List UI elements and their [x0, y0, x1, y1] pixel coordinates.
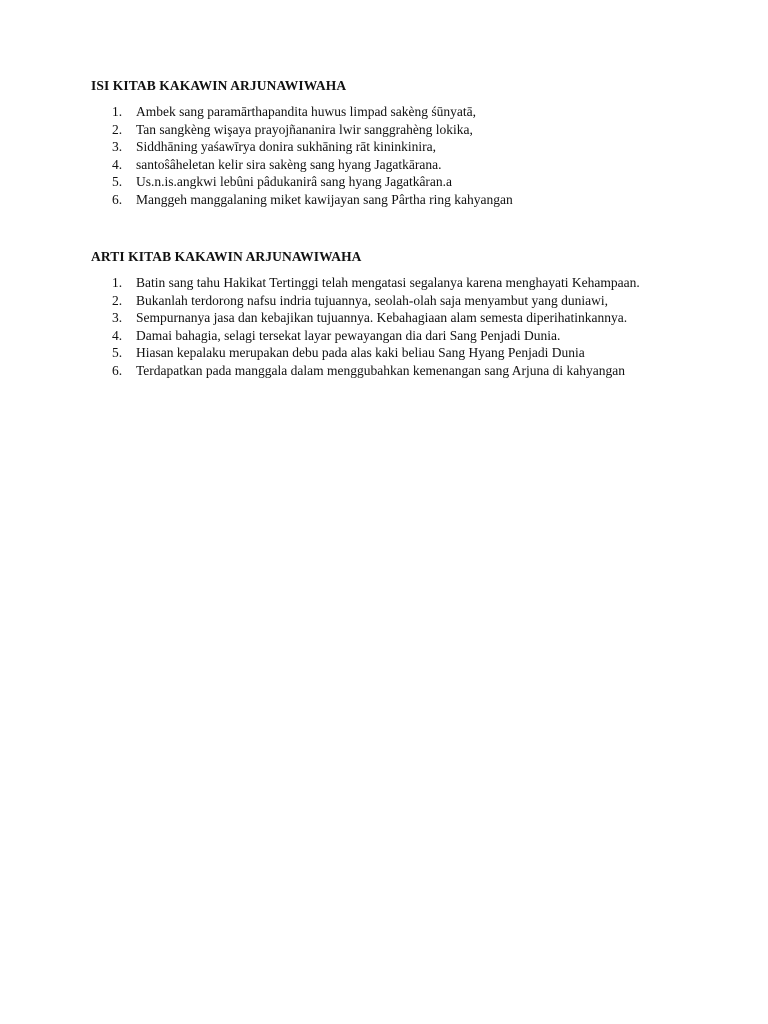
- list-text: santoŝâheletan kelir sira sakèng sang hyang Jagatkārana.: [136, 156, 442, 172]
- list-number: 4.: [112, 156, 123, 172]
- list-item: [91, 362, 677, 380]
- list-item: [91, 344, 677, 362]
- verse-list: [91, 103, 677, 208]
- section-isi: [91, 77, 677, 208]
- list-text: Terdapatkan pada manggala dalam menggubahkan kemenangan sang Arjuna di kahyangan: [136, 362, 625, 378]
- list-item: [91, 274, 677, 292]
- list-item: [91, 156, 677, 174]
- list-number: 2.: [112, 121, 123, 137]
- list-text: Hiasan kepalaku merupakan debu pada alas kaki beliau Sang Hyang Penjadi Dunia: [136, 345, 585, 360]
- list-item: [91, 121, 677, 139]
- list-number: 6.: [112, 191, 123, 207]
- section-heading-arti: ARTI KITAB KAKAWIN ARJUNAWIWAHA: [91, 249, 362, 264]
- list-item: [91, 309, 677, 327]
- list-item: [91, 173, 677, 191]
- list-text: Siddhāning yaśawīrya donira sukhāning rāt kininkinira,: [136, 139, 436, 154]
- list-number: 5.: [112, 345, 123, 360]
- list-text: Bukanlah terdorong nafsu indria tujuannya, seolah-olah saja menyambut yang duniawi,: [136, 292, 608, 308]
- translation-list: [91, 274, 677, 379]
- list-text: Batin sang tahu Hakikat Tertinggi telah mengatasi segalanya karena menghayati Kehampaan.: [136, 275, 640, 290]
- list-text: Manggeh manggalaning miket kawijayan sang Pârtha ring kahyangan: [136, 191, 513, 207]
- section-heading-isi: ISI KITAB KAKAWIN ARJUNAWIWAHA: [91, 78, 347, 93]
- list-number: 5.: [112, 174, 123, 189]
- list-text: Ambek sang paramārthapandita huwus limpad sakèng śūnyatā,: [136, 104, 477, 119]
- list-number: 2.: [112, 292, 123, 308]
- list-text: Us.n.is.angkwi lebûni pâdukanirâ sang hyang Jagatkâran.a: [136, 174, 453, 189]
- list-item: [91, 138, 677, 156]
- list-item: [91, 327, 677, 345]
- list-item: [91, 103, 677, 121]
- list-item: [91, 191, 677, 209]
- list-number: 3.: [112, 310, 123, 325]
- list-number: 1.: [112, 275, 123, 290]
- list-number: 3.: [112, 139, 123, 154]
- list-text: Sempurnanya jasa dan kebajikan tujuannya. Kebahagiaan alam semesta diperihatinkannya.: [136, 310, 628, 325]
- list-text: Damai bahagia, selagi tersekat layar pewayangan dia dari Sang Penjadi Dunia.: [136, 327, 561, 343]
- section-arti: [91, 248, 677, 379]
- list-number: 6.: [112, 362, 123, 378]
- list-number: 1.: [112, 104, 123, 119]
- list-text: Tan sangkèng wişaya prayojñananira lwir sanggrahèng lokika,: [136, 121, 473, 137]
- list-item: [91, 292, 677, 310]
- list-number: 4.: [112, 327, 123, 343]
